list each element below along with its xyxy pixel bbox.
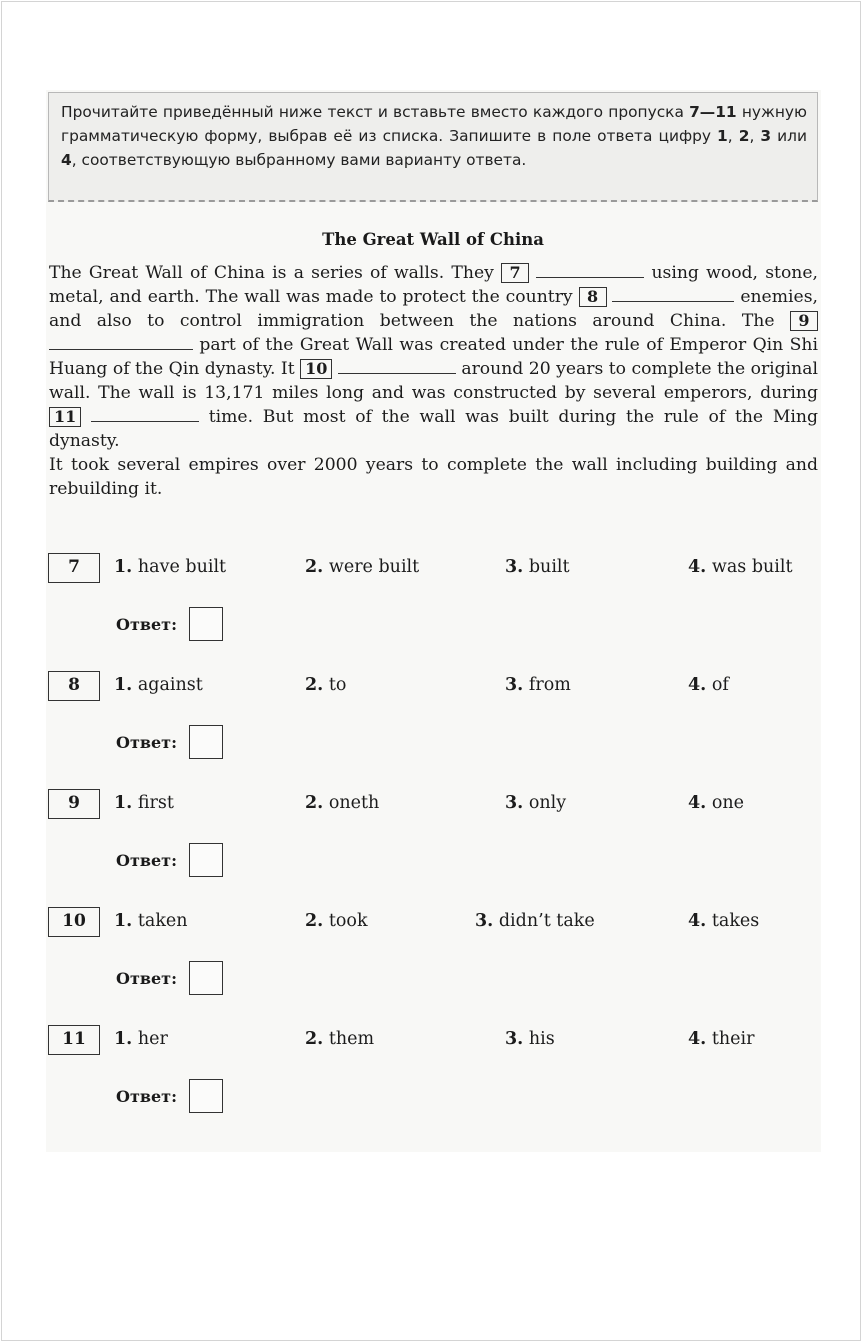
option-1[interactable]: [114, 675, 203, 695]
option-3[interactable]: [505, 675, 571, 695]
option-2[interactable]: [305, 793, 379, 813]
text-title: The Great Wall of China: [322, 230, 544, 249]
option-1[interactable]: [114, 557, 226, 577]
option-number: 2.: [305, 675, 324, 695]
option-number: 4.: [688, 793, 707, 813]
task-range: 7—11: [689, 103, 737, 121]
option-number: 1.: [114, 911, 133, 931]
gap-number: 9: [790, 311, 818, 331]
text-fragment: The Great Wall of China is a series of walls. They: [49, 263, 502, 283]
digit: 2: [738, 127, 750, 145]
option-4[interactable]: [688, 557, 793, 577]
instructions-text: нужную грамматическую форму, выбрав её из списка. Запишите в поле ответа цифру: [61, 103, 807, 145]
paragraph: [49, 261, 818, 453]
digit: 3: [760, 127, 772, 145]
text-fragment: part of the Great Wall was created under the rule of Emperor Qin Shi Huang of the Qin dynasty. It: [49, 335, 818, 379]
option-text: takes: [711, 911, 760, 931]
option-text: were built: [328, 557, 420, 577]
separator: ,: [749, 127, 761, 145]
answer-box[interactable]: [189, 1079, 223, 1113]
option-2[interactable]: [305, 675, 346, 695]
option-text: was built: [711, 557, 793, 577]
option-text: them: [328, 1029, 375, 1049]
reading-text: [49, 261, 818, 501]
task-7: [48, 553, 818, 648]
separator: ,: [727, 127, 739, 145]
option-3[interactable]: [505, 557, 570, 577]
answer-label: Ответ:: [116, 969, 177, 988]
option-number: 3.: [505, 793, 524, 813]
option-number: 4.: [688, 1029, 707, 1049]
text-fragment: using wood, stone, metal, and earth. The wall was made to protect the country: [49, 263, 818, 307]
text-fragment: time. But most of the wall was built during the rule of the Ming dynasty.: [49, 407, 818, 451]
option-1[interactable]: [114, 1029, 168, 1049]
option-number: 1.: [114, 557, 133, 577]
gap-blank: [338, 357, 456, 374]
task-number: 8: [48, 671, 100, 701]
option-text: only: [528, 793, 567, 813]
option-1[interactable]: [114, 911, 188, 931]
option-text: took: [328, 911, 368, 931]
answer-label: Ответ:: [116, 615, 177, 634]
option-text: her: [137, 1029, 168, 1049]
option-text: have built: [137, 557, 227, 577]
gap-blank: [91, 405, 199, 422]
digit: 1: [717, 127, 728, 145]
option-text: from: [528, 675, 571, 695]
option-3[interactable]: [505, 1029, 555, 1049]
option-4[interactable]: [688, 1029, 754, 1049]
option-3[interactable]: [475, 911, 595, 931]
task-number: 11: [48, 1025, 100, 1055]
gap-blank: [536, 261, 644, 278]
option-4[interactable]: [688, 793, 744, 813]
text-fragment: around 20 years to complete the original wall. The wall is 13,171 miles long and was constructed by several emperors, during: [49, 359, 818, 403]
text-fragment: enemies, and also to control immigration between the nations around China. The: [49, 287, 818, 331]
task-9: [48, 789, 818, 884]
option-number: 2.: [305, 557, 324, 577]
task-number: 7: [48, 553, 100, 583]
task-11: [48, 1025, 818, 1120]
gap-blank: [612, 285, 734, 302]
instructions-text: , соответствующую выбранному вами варианту ответа.: [71, 151, 527, 169]
task-8: [48, 671, 818, 766]
gap-number: 7: [501, 263, 529, 283]
option-number: 2.: [305, 911, 324, 931]
option-number: 4.: [688, 911, 707, 931]
option-text: first: [137, 793, 174, 813]
option-text: his: [528, 1029, 555, 1049]
gap-number: 8: [579, 287, 607, 307]
answer-box[interactable]: [189, 725, 223, 759]
gap-number: 11: [49, 407, 81, 427]
option-text: one: [711, 793, 745, 813]
option-number: 2.: [305, 1029, 324, 1049]
option-number: 2.: [305, 793, 324, 813]
instructions-box: [48, 92, 818, 202]
option-number: 4.: [688, 557, 707, 577]
option-number: 4.: [688, 675, 707, 695]
answer-label: Ответ:: [116, 733, 177, 752]
option-number: 1.: [114, 675, 133, 695]
gap-number: 10: [300, 359, 332, 379]
option-number: 3.: [475, 911, 494, 931]
option-number: 1.: [114, 1029, 133, 1049]
separator: или: [771, 127, 807, 145]
option-2[interactable]: [305, 1029, 374, 1049]
option-text: built: [528, 557, 570, 577]
paragraph: It took several empires over 2000 years to complete the wall including building and rebuilding it.: [49, 455, 818, 499]
option-4[interactable]: [688, 911, 759, 931]
option-1[interactable]: [114, 793, 174, 813]
option-text: oneth: [328, 793, 380, 813]
option-text: of: [711, 675, 729, 695]
option-text: their: [711, 1029, 755, 1049]
option-2[interactable]: [305, 557, 419, 577]
digit: 4: [61, 151, 72, 169]
option-text: against: [137, 675, 203, 695]
option-number: 1.: [114, 793, 133, 813]
instructions-text: Прочитайте приведённый ниже текст и вставьте вместо каждого пропуска: [61, 103, 690, 121]
option-3[interactable]: [505, 793, 566, 813]
answer-label: Ответ:: [116, 1087, 177, 1106]
answer-box[interactable]: [189, 607, 223, 641]
task-number: 9: [48, 789, 100, 819]
option-number: 3.: [505, 557, 524, 577]
option-number: 3.: [505, 1029, 524, 1049]
option-text: didn’t take: [498, 911, 595, 931]
option-text: taken: [137, 911, 188, 931]
option-4[interactable]: [688, 675, 729, 695]
task-10: [48, 907, 818, 1002]
answer-label: Ответ:: [116, 851, 177, 870]
answer-box[interactable]: [189, 961, 223, 995]
option-text: to: [328, 675, 347, 695]
answer-box[interactable]: [189, 843, 223, 877]
option-number: 3.: [505, 675, 524, 695]
task-number: 10: [48, 907, 100, 937]
option-2[interactable]: [305, 911, 368, 931]
gap-blank: [49, 333, 193, 350]
